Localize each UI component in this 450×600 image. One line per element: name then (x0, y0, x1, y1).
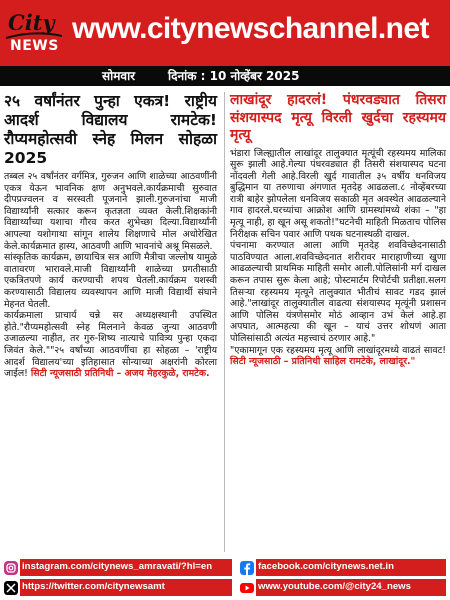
right-article-headline: लाखांदूर हादरलं! पंधरवड्यात तिसरा संशयास्पद मृत्यू विरली खुर्दचा रहस्यमय मृत्यू (230, 92, 446, 143)
twitter-link[interactable]: https://twitter.com/citynewsamt (22, 581, 165, 592)
right-paragraph-1: भंडारा जिल्ह्यातील लाखांदूर तालुक्यात मृत्यूंची रहस्यमय मालिका सुरू झाली आहे.गेल्या पंधरवड्यात ही तिसरी संशयास्पद घटना नोंदवली गेली आहे.विरली खुर्द गावातील ३५ वर्षीय धनविजय बुद्धिमान या तरुणाचा अंगणात मृतदेह आढळला.८ नोव्हेंबरच्या रात्री बाहेर झोपलेला धनविजय सकाळी मृत अवस्थेत आढळल्याने गाव हादरले.घरच्यांचा आक्रोश आणि ग्रामस्थांमध्ये शंका – "हा मृत्यू नाही, हा खून असू शकतो!"घटनेची माहिती मिळताच पोलिस निरीक्षक सचिन पवार आणि पथक घटनास्थळी दाखल. (230, 147, 446, 240)
right-paragraph-2: पंचनामा करण्यात आला आणि मृतदेह शवविच्छेदनासाठी पाठविण्यात आला.शवविच्छेदनात शरीरावर माराहाणीच्या खुणा आढळल्याची प्राथमिक माहिती समोर आली.पोलिसांनी मर्ग दाखल करून तपास सुरू केला आहे; पोस्टमार्टम रिपोर्टची प्रतीक्षा.सलग तिसऱ्या रहस्यमय मृत्यूने तालुक्यात भीतीचं सावट गडद झालं आहे."लाखांदूर तालुक्यातील वाढत्या संशयास्पद मृत्यूंनी प्रशासन आणि पोलिस यंत्रणेसमोर मोठं आव्हान उभं केलं आहे.हा अपघात, आत्महत्या की खून – याचं उत्तर शोधणं आता पोलिसांसाठी अत्यंत महत्त्वाचं ठरणार आहे." (230, 240, 446, 344)
column-divider (224, 92, 225, 552)
instagram-link[interactable]: instagram.com/citynews_amravati/?hl=en (22, 561, 213, 572)
left-article-credit: सिटी न्यूजसाठी प्रतिनिधी – अजय मेहरकुळे, रामटेक. (30, 368, 210, 380)
date-bar (0, 66, 450, 86)
left-article-headline: २५ वर्षांनंतर पुन्हा एकत्र! राष्ट्रीय आदर्श विद्यालय रामटेक! रौप्यमहोत्सवी स्नेह मिलन सोहळा 2025 (4, 92, 217, 167)
right-article-body (230, 148, 446, 368)
facebook-link[interactable]: facebook.com/citynews.net.in (258, 561, 394, 572)
youtube-icon (240, 581, 254, 595)
right-paragraph-3-text: "एकामागून एक रहस्यमय मृत्यू आणि लाखांदूरमध्ये वाढतं सावट! (230, 344, 446, 356)
date-label: दिनांक : 10 नोव्हेंबर 2025 (168, 69, 300, 83)
left-article-body (4, 171, 217, 380)
left-paragraph-3 (4, 310, 217, 380)
left-paragraph-3-text: कार्यक्रमाला प्राचार्य चन्ने सर अध्यक्षस्थानी उपस्थित होते."रौप्यमहोत्सवी स्नेह मिलनाने केवळ जुन्या आठवणी उजाळल्या नाहीत, तर गुरु-शिष्य नात्याचे पावित्र्य पुन्हा एकदा जिवंत केले.""२५ वर्षांच्या आठवणींचा हा सोहळा – 'राष्ट्रीय आदर्श विद्यालय'च्या इतिहासात सोन्याच्या अक्षरांनी कोरला जाईल! (4, 310, 217, 380)
city-news-logo (6, 6, 62, 62)
left-paragraph-1: तब्बल २५ वर्षांनंतर वर्गमित्र, गुरुजन आणि शाळेच्या आठवणींनी एकत्र येऊन भावनिक क्षण अनुभवले.कार्यक्रमाची सुरुवात दीपप्रज्वलन व सरस्वती पूजनाने झाली.गुरुजनांचा माजी विद्यार्थ्यांनी सत्कार करून कृतज्ञता व्यक्त केली.शिक्षकांनी विद्यार्थ्यांच्या यशाचा गौरव करत शुभेच्छा दिल्या.विद्यार्थ्यांनी आपल्या यशोगाथा सांगून शालेय शिक्षणाचे मोल अधोरेखित केले.कार्यक्रमात हास्य, आठवणी आणि भावनांचे अश्रू मिसळले. (4, 171, 217, 252)
logo-city-text: City (8, 10, 55, 35)
site-url[interactable]: www.citynewschannel.net (72, 12, 429, 45)
youtube-link[interactable]: www.youtube.com/@city24_news (258, 581, 411, 592)
left-article (4, 92, 217, 380)
social-footer (0, 557, 450, 600)
masthead (0, 0, 450, 66)
facebook-icon (240, 561, 254, 575)
right-article (230, 92, 446, 368)
instagram-icon (4, 561, 18, 575)
left-paragraph-2: सांस्कृतिक कार्यक्रम, छायाचित्र सत्र आणि मैत्रीचा जल्लोष यामुळे वातावरण भारावले.माजी विद्यार्थ्यांनी शाळेच्या प्रगतीसाठी एकत्रितपणे कार्य करण्याची शपथ घेतली.कार्यक्रम यशस्वी करण्यासाठी विद्यालय व्यवस्थापन आणि माजी विद्यार्थी संघाने मेहनत घेतली. (4, 252, 217, 310)
right-paragraph-3 (230, 345, 446, 368)
weekday: सोमवार (102, 69, 136, 83)
twitter-x-icon (4, 581, 18, 595)
right-article-credit: सिटी न्यूजसाठी – प्रतिनिधी साहिल रामटेके, लाखांदूर." (230, 356, 416, 368)
logo-news-text: NEWS (10, 38, 59, 54)
